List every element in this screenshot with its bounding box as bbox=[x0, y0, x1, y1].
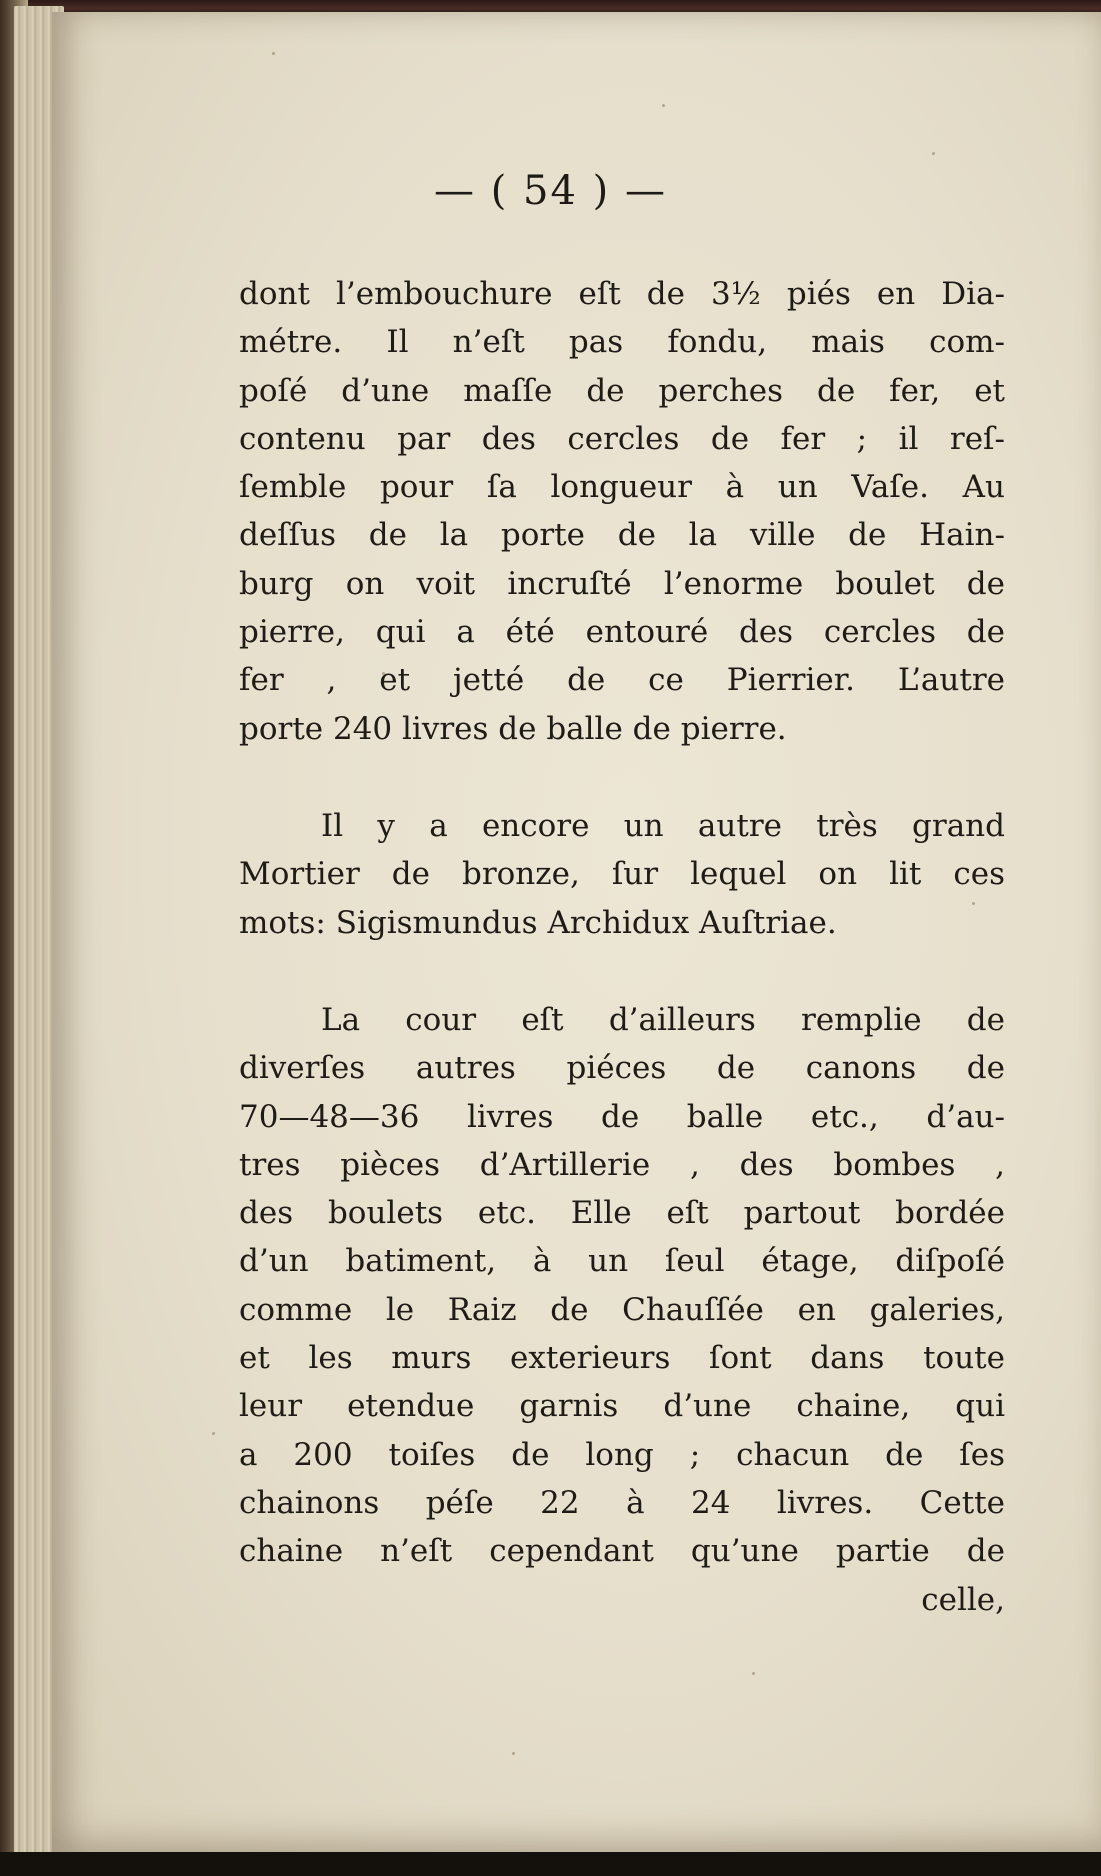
text-line: mots: Sigismundus Archidux Auſtriae. bbox=[239, 904, 837, 941]
bottom-shadow bbox=[0, 1852, 1101, 1876]
paragraph-1 bbox=[239, 270, 1005, 753]
text-line: deſſus de la porte de la ville de Hain- bbox=[239, 517, 1005, 554]
text-line: diverſes autres piéces de canons de bbox=[239, 1050, 1005, 1087]
text-line: leur etendue garnis d’une chaine, qui bbox=[239, 1388, 1005, 1425]
paragraph-3 bbox=[239, 996, 1005, 1624]
text-line: tres pièces d’Artillerie , des bombes , bbox=[239, 1146, 1005, 1183]
text-line: chaine n’eſt cependant qu’une partie de bbox=[239, 1533, 1005, 1570]
text-line: La cour eſt d’ailleurs remplie de bbox=[321, 1002, 1005, 1038]
text-line: dont l’embouchure eſt de 3½ piés en Dia- bbox=[239, 276, 1005, 312]
text-line: Mortier de bronze, ſur lequel on lit ces bbox=[239, 856, 1005, 893]
text-line: 70—48—36 livres de balle etc., d’au- bbox=[239, 1098, 1005, 1135]
text-line: porte 240 livres de balle de pierre. bbox=[239, 710, 787, 747]
text-line: Il y a encore un autre très grand bbox=[321, 808, 1005, 844]
text-line: métre. Il n’eſt pas fondu, mais com- bbox=[239, 324, 1005, 361]
text-line: d’un batiment, à un ſeul étage, diſpoſé bbox=[239, 1243, 1005, 1280]
text-line: des boulets etc. Elle eſt partout bordée bbox=[239, 1195, 1005, 1232]
text-line: contenu par des cercles de fer ; il reſ- bbox=[239, 420, 1005, 457]
text-line: a 200 toiſes de long ; chacun de ſes bbox=[239, 1436, 1005, 1473]
catchword: celle, bbox=[921, 1581, 1005, 1618]
text-line: chainons péſe 22 à 24 livres. Cette bbox=[239, 1484, 1005, 1521]
text-line: fer , et jetté de ce Pierrier. L’autre bbox=[239, 662, 1005, 699]
text-line: pierre, qui a été entouré des cercles de bbox=[239, 614, 1005, 651]
text-line: poſé d’une maſſe de perches de fer, et bbox=[239, 372, 1005, 409]
text-line: et les murs exterieurs ſont dans toute bbox=[239, 1340, 1005, 1377]
text-line: burg on voit incruſté l’enorme boulet de bbox=[239, 565, 1005, 602]
text-line: comme le Raiz de Chauſſée en galeries, bbox=[239, 1291, 1005, 1328]
paragraph-2 bbox=[239, 802, 1005, 947]
page-number: — ( 54 ) — bbox=[434, 168, 667, 214]
text-line: ſemble pour ſa longueur à un Vaſe. Au bbox=[239, 469, 1005, 506]
